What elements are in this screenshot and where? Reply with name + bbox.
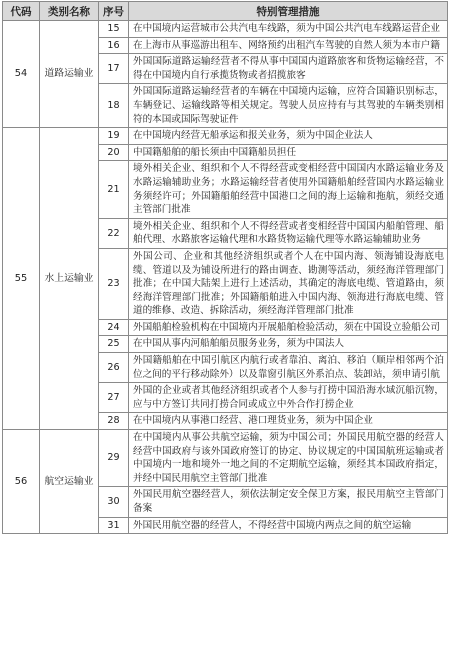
row-number: 28 bbox=[99, 413, 129, 430]
special-measures-table bbox=[2, 1, 448, 534]
group-category: 航空运输业 bbox=[40, 430, 99, 534]
row-number: 27 bbox=[99, 383, 129, 413]
row-number: 24 bbox=[99, 319, 129, 336]
row-number: 17 bbox=[99, 54, 129, 84]
group-category: 道路运输业 bbox=[40, 21, 99, 128]
row-number: 20 bbox=[99, 144, 129, 161]
row-number: 16 bbox=[99, 37, 129, 54]
row-number: 30 bbox=[99, 487, 129, 517]
table-row bbox=[3, 128, 448, 145]
row-number: 19 bbox=[99, 128, 129, 145]
row-measure: 外国的企业或者其他经济组织或者个人参与打捞中国沿海水域沉船沉物，应与中方签订共同打捞合同或成立中外合作打捞企业 bbox=[129, 383, 448, 413]
row-measure: 在上海市从事巡游出租车、网络预约出租汽车驾驶的自然人须为本市户籍 bbox=[129, 37, 448, 54]
row-number: 18 bbox=[99, 84, 129, 128]
row-measure: 境外相关企业、组织和个人不得经营或变相经营中国国内水路运输业务及水路运输辅助业务；水路运输经营者使用外国籍船舶经营国内水路运输业务须经许可；外国籍船舶经营中国港口之间的海上运输和拖航，须经交通主管部门批准 bbox=[129, 161, 448, 218]
table-header-row bbox=[3, 2, 448, 21]
row-measure: 外国国际道路运输经营者不得从事中国国内道路旅客和货物运输经营，不得在中国境内自行承揽货物或者招揽旅客 bbox=[129, 54, 448, 84]
row-number: 21 bbox=[99, 161, 129, 218]
group-code: 55 bbox=[3, 128, 40, 430]
header-code: 代码 bbox=[3, 2, 40, 21]
watermark: 中国一带一路 bbox=[361, 623, 440, 637]
row-number: 23 bbox=[99, 248, 129, 319]
row-measure: 外国国际道路运输经营者的车辆在中国境内运输，应符合国籍识别标志，车辆登记、运输线路等相关规定。驾驶人员应持有与其驾驶的车辆类别相符的本国或国际驾驶证件 bbox=[129, 84, 448, 128]
row-number: 25 bbox=[99, 336, 129, 353]
row-measure: 在中国境内从事港口经营、港口理货业务，须为中国企业 bbox=[129, 413, 448, 430]
row-measure: 外国船舶检验机构在中国境内开展船舶检验活动，须在中国设立验船公司 bbox=[129, 319, 448, 336]
row-measure: 外国籍船舶在中国引航区内航行或者靠泊、离泊、移泊（顺岸相邻两个泊位之间的平行移动除外）以及靠窗引航区外系泊点、装卸站，须申请引航 bbox=[129, 353, 448, 383]
row-measure: 在中国从事内河船舶船员服务业务，须为中国法人 bbox=[129, 336, 448, 353]
row-measure: 外国民用航空器的经营人，不得经营中国境内两点之间的航空运输 bbox=[129, 517, 448, 534]
header-number: 序号 bbox=[99, 2, 129, 21]
header-category: 类别名称 bbox=[40, 2, 99, 21]
header-measure: 特别管理措施 bbox=[129, 2, 448, 21]
row-measure: 外国民用航空器经营人，须依法制定安全保卫方案，报民用航空主管部门备案 bbox=[129, 487, 448, 517]
table-row bbox=[3, 430, 448, 487]
row-measure: 境外相关企业、组织和个人不得经营或者变相经营中国国内船舶管理、船舶代理、水路旅客运输代理和水路货物运输代理等水路运输辅助业务 bbox=[129, 218, 448, 248]
row-number: 15 bbox=[99, 21, 129, 38]
row-measure: 在中国境内经营无船承运和报关业务，须为中国企业法人 bbox=[129, 128, 448, 145]
group-category: 水上运输业 bbox=[40, 128, 99, 430]
group-code: 56 bbox=[3, 430, 40, 534]
row-number: 29 bbox=[99, 430, 129, 487]
row-number: 31 bbox=[99, 517, 129, 534]
row-measure: 中国籍船舶的船长须由中国籍船员担任 bbox=[129, 144, 448, 161]
row-measure: 在中国境内运营城市公共汽电车线路，须为中国公共汽电车线路运营企业 bbox=[129, 21, 448, 38]
row-measure: 在中国境内从事公共航空运输，须为中国公司；外国民用航空器的经营人经营中国政府与该外国政府签订的协定、协议规定的中国国航班运输或者中国境内一地和境外一地之间的不定期航空运输，须经其本国政府指定，并经中国民用航空主管部门批准 bbox=[129, 430, 448, 487]
group-code: 54 bbox=[3, 21, 40, 128]
table-row bbox=[3, 21, 448, 38]
row-measure: 外国公司、企业和其他经济组织或者个人在中国内海、领海铺设海底电缆、管道以及为铺设所进行的路由调查、勘测等活动，须经海洋管理部门批准；在中国大陆架上进行上述活动，其确定的海底电缆、管道路由，须经海洋管理部门批准；外国籍船舶进入中国内海、领海进行海底电缆、管道的维修、改造、拆除活动，须经海洋管理部门批准 bbox=[129, 248, 448, 319]
row-number: 26 bbox=[99, 353, 129, 383]
row-number: 22 bbox=[99, 218, 129, 248]
